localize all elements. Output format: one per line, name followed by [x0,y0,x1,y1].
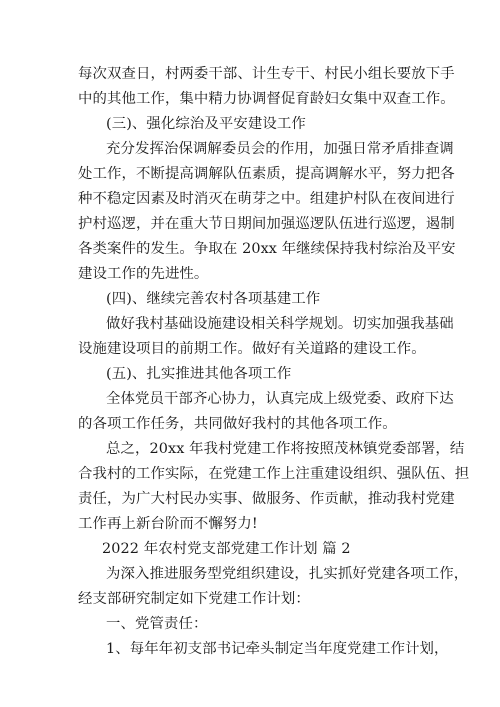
body-text-line: 总之，20xx 年我村党建工作将按照茂林镇党委部署，结 [106,441,465,457]
body-text-line: 种不稳定因素及时消灭在萌芽之中。组建护村队在夜间进行 [78,191,455,207]
section-heading-5: (五)、扎实推进其他各项工作 [106,366,292,382]
body-text-line: 工作再上新台阶而不懈努力! [78,516,258,532]
section-heading-3: (三)、强化综治及平安建设工作 [106,116,306,132]
body-text-line: 护村巡逻，并在重大节日期间加强巡逻队伍进行巡逻，遏制 [78,216,455,232]
body-text-line: 1、每年年初支部书记牵头制定当年度党建工作计划， [106,641,449,657]
body-text-line: 充分发挥治保调解委员会的作用，加强日常矛盾排查调 [106,141,454,157]
section-title-part-2: 2022 年农村党支部党建工作计划 篇 2 [102,541,351,557]
body-text-line: 建设工作的先进性。 [78,266,209,282]
body-text-line: 处工作，不断提高调解队伍素质，提高调解水平，努力把各 [78,166,455,182]
body-text-line: 设施建设项目的前期工作。做好有关道路的建设工作。 [78,341,426,357]
body-text-line: 做好我村基础设施建设相关科学规划。切实加强我基础 [106,316,454,332]
body-text-line: 的各项工作任务，共同做好我村的其他各项工作。 [78,416,397,432]
body-text-line: 每次双查日，村两委干部、计生专干、村民小组长要放下手 [78,66,455,82]
body-text-line: 全体党员干部齐心协力，认真完成上级党委、政府下达 [106,391,454,407]
section-heading-4: (四)、继续完善农村各项基建工作 [106,291,321,307]
body-text-line: 各类案件的发生。争取在 20xx 年继续保持我村综治及平安 [78,241,456,257]
body-text-line: 经支部研究制定如下党建工作计划： [78,591,310,607]
body-text-line: 责任，为广大村民办实事、做服务、作贡献，推动我村党建 [78,491,455,507]
body-text-line: 中的其他工作，集中精力协调督促育龄妇女集中双查工作。 [78,91,455,107]
body-text-line: 合我村的工作实际，在党建工作上注重建设组织、强队伍、担 [78,466,470,482]
subheading-party-responsibility: 一、党管责任： [106,616,208,632]
body-text-line: 为深入推进服务型党组织建设，扎实抓好党建各项工作， [106,566,469,582]
